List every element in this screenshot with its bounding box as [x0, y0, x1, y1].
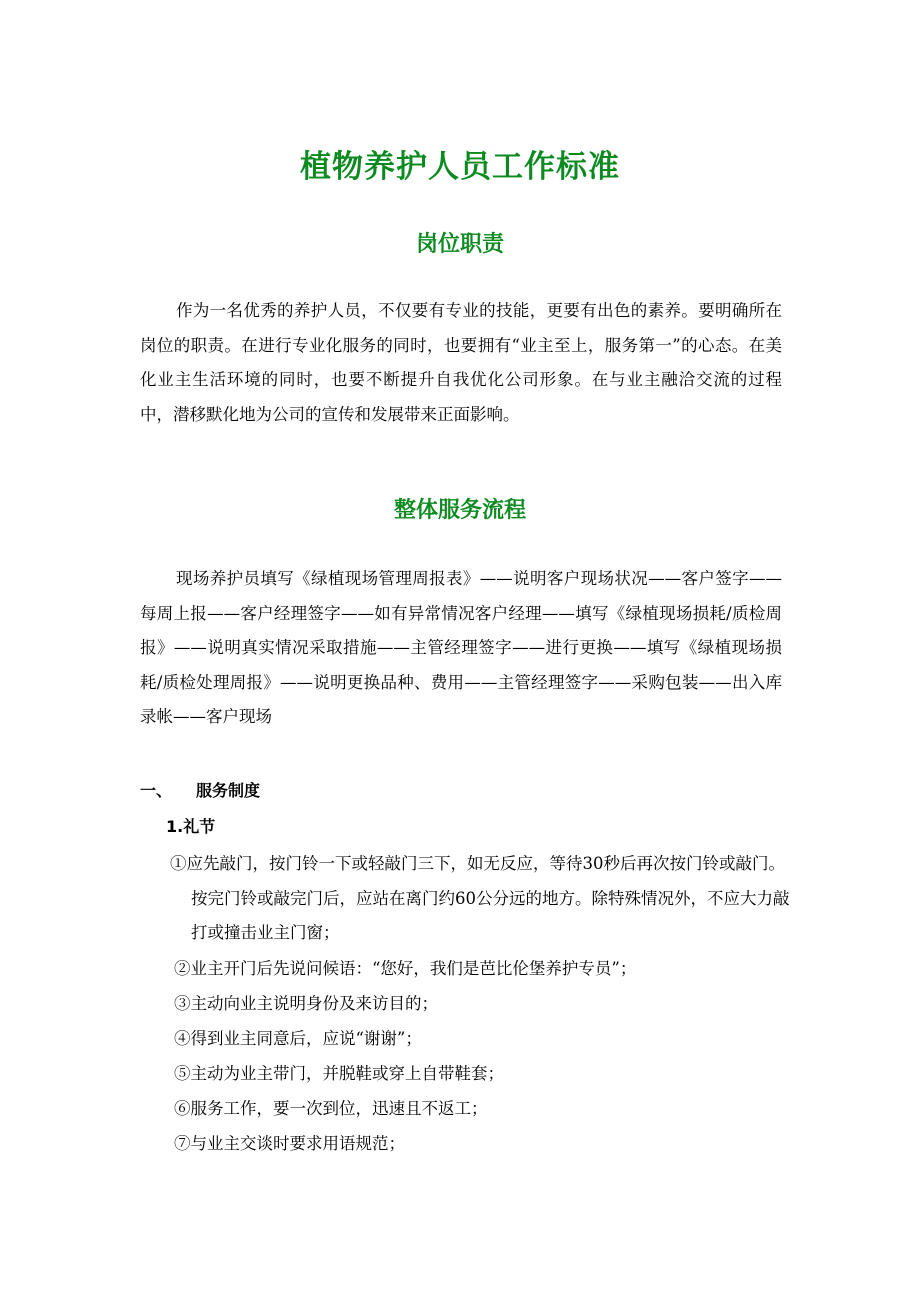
duties-heading: 岗位职责 — [415, 232, 504, 257]
etiquette-item-6: ⑥服务工作，要一次到位，迅速且不返工； — [174, 1099, 488, 1118]
service-system-title: 服务制度 — [196, 781, 261, 800]
etiquette-item-4: ④得到业主同意后，应说“谢谢”； — [174, 1029, 422, 1048]
etiquette-item-1: ①应先敲门，按门铃一下或轻敲门三下，如无反应，等待30秒后再次按门铃或敲门。按完门铃或敲完门后，应站在离门约60公分远的地方。除特殊情况外，不应大力敲打或撞击业主门窗； — [170, 854, 790, 942]
process-heading: 整体服务流程 — [393, 498, 526, 523]
etiquette-item-7: ⑦与业主交谈时要求用语规范； — [174, 1134, 405, 1153]
etiquette-item-3: ③主动向业主说明身份及来访目的； — [174, 994, 438, 1013]
etiquette-item-2: ②业主开门后先说问候语：“您好，我们是芭比伦堡养护专员”； — [174, 959, 637, 978]
duties-paragraph: 作为一名优秀的养护人员，不仅要有专业的技能，更要有出色的素养。要明确所在岗位的职责。在进行专业化服务的同时，也要拥有“业主至上，服务第一”的心态。在美化业主生活环境的同时，也要不断提升自我优化公司形象。在与业主融洽交流的过程中，潜移默化地为公司的宣传和发展带来正面影响。 — [140, 301, 782, 424]
etiquette-heading: 1.礼节 — [166, 817, 216, 836]
etiquette-item-5: ⑤主动为业主带门，并脱鞋或穿上自带鞋套； — [174, 1064, 504, 1083]
service-system-heading — [140, 776, 260, 806]
document-title: 植物养护人员工作标准 — [300, 149, 620, 185]
process-paragraph: 现场养护员填写《绿植现场管理周报表》——说明客户现场状况——客户签字——每周上报——客户经理签字——如有异常情况客户经理——填写《绿植现场损耗/质检周报》——说明真实情况采取措施——主管经理签字——进行更换——填写《绿植现场损耗/质检处理周报》——说明更换品种、费用——主管经理签字——采购包装——出入库录帐——客户现场 — [140, 569, 782, 726]
service-system-number: 一、 — [140, 781, 173, 800]
